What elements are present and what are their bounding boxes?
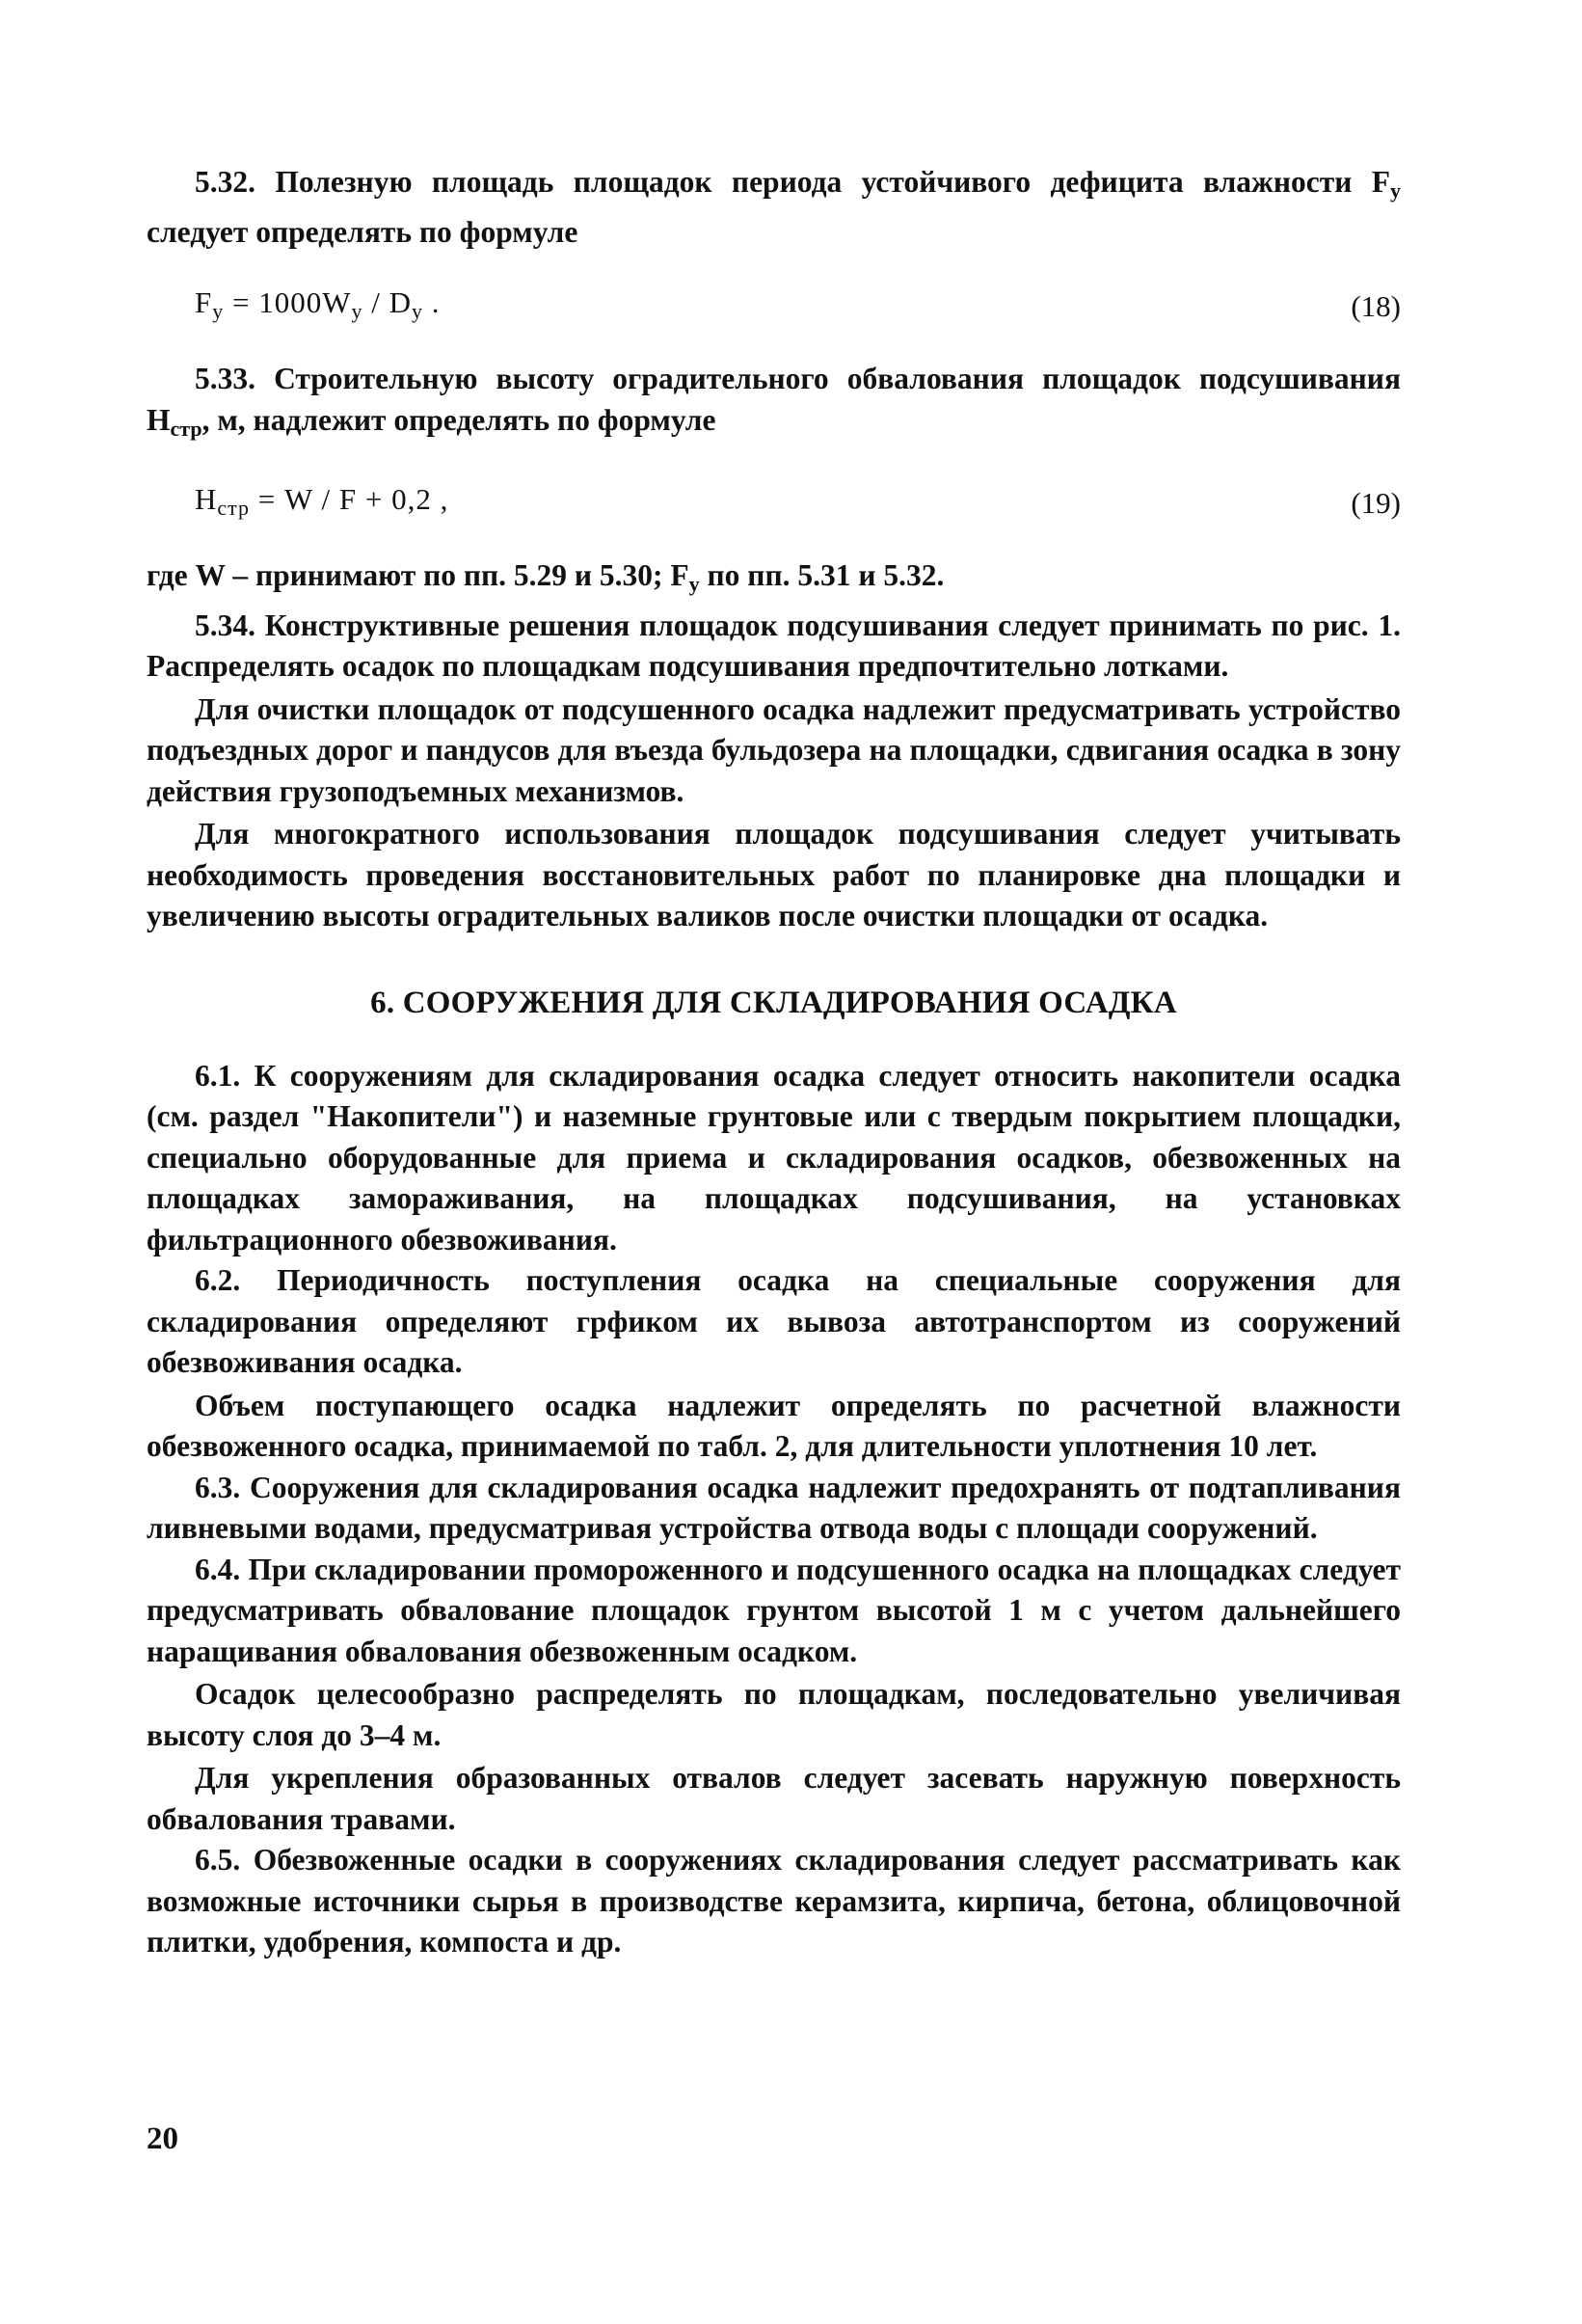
paragraph-6-3 bbox=[147, 1468, 1401, 1550]
paragraph-text: где W – принимают по пп. 5.29 и 5.30; F bbox=[147, 558, 689, 592]
paragraph-text: Обезвоженные осадки в сооружениях складирования следует рассматривать как возможные источники сырья в производстве керамзита, кирпича, бетона, облицовочной плитки, удобрения, компоста и др. bbox=[147, 1843, 1401, 1959]
subscript: y bbox=[412, 299, 423, 323]
clause-number: 5.34. bbox=[195, 608, 255, 642]
paragraph-text: При складировании промороженного и подсушенного осадка на площадках следует предусматривать обвалование площадок грунтом высотой 1 м с учетом дальнейшего наращивания обвалования обезвоженным осадком. bbox=[147, 1552, 1402, 1668]
equation-number: (18) bbox=[1351, 289, 1401, 323]
paragraph-5-32 bbox=[147, 162, 1401, 253]
subscript: y bbox=[688, 572, 700, 596]
paragraph-5-34-reuse: Для многократного использования площадок подсушивания следует учитывать необходимость проведения восстановительных работ по планировке дна площадки и увеличению высоты оградительных валиков после очистки площадки от осадка. bbox=[147, 817, 1401, 932]
paragraph-6-1 bbox=[147, 1056, 1401, 1261]
equation-number: (19) bbox=[1351, 486, 1401, 520]
paragraph-text: , м, надлежит определять по формуле bbox=[201, 402, 716, 437]
clause-number: 6.2. bbox=[195, 1263, 241, 1297]
subscript: стр bbox=[170, 416, 202, 441]
section-heading: 6. СООРУЖЕНИЯ ДЛЯ СКЛАДИРОВАНИЯ ОСАДКА bbox=[370, 985, 1177, 1020]
clause-number: 6.3. bbox=[195, 1470, 241, 1504]
paragraph-text: следует определять по формуле bbox=[147, 214, 578, 249]
paragraph-6-4-distribution: Осадок целесообразно распределять по площадкам, последовательно увеличивая высоту слоя до 3–4 м. bbox=[147, 1677, 1401, 1752]
formula-expression bbox=[195, 285, 441, 324]
paragraph-text: Конструктивные решения площадок подсушивания следует принимать по рис. 1. Распределять осадок по площадкам подсушивания предпочтительно лотками. bbox=[147, 608, 1401, 683]
paragraph-5-34 bbox=[147, 606, 1401, 688]
paragraph-6-4-grass: Для укрепления образованных отвалов следует засевать наружную поверхность обвалования травами. bbox=[147, 1761, 1401, 1836]
paragraph-6-5 bbox=[147, 1840, 1401, 1963]
formula-part: / D bbox=[362, 285, 412, 319]
subscript: стр bbox=[217, 496, 251, 520]
paragraph-6-4 bbox=[147, 1550, 1401, 1673]
paragraph-5-33 bbox=[147, 359, 1401, 449]
formula-expression bbox=[195, 482, 448, 521]
clause-number: 6.5. bbox=[195, 1843, 241, 1877]
formula-part: = 1000W bbox=[224, 285, 352, 319]
paragraph-text: Полезную площадь площадок периода устойчивого дефицита влажности bbox=[275, 165, 1353, 199]
clause-number: 6.1. bbox=[195, 1058, 241, 1093]
formula-18 bbox=[147, 276, 1401, 339]
paragraph-text: К сооружениям для складирования осадка следует относить накопители осадка (см. раздел "Накопители") и наземные грунтовые или с твердым покрытием площадки, специально оборудованные для приема и складирования осадков, обезвоженных на площадках замораживания, на площадках подсушивания, на установках фильтрационного обезвоживания. bbox=[147, 1058, 1402, 1257]
subscript: y bbox=[1390, 178, 1402, 203]
paragraph-6-2-volume: Объем поступающего осадка надлежит определять по расчетной влажности обезвоженного осадка, принимаемой по табл. 2, для длительности уплотнения 10 лет. bbox=[147, 1388, 1401, 1463]
subscript: y bbox=[212, 299, 225, 323]
paragraph-text: Периодичность поступления осадка на специальные сооружения для складирования определяют грфиком их вывоза автотранспортом из сооружений обезвоживания осадка. bbox=[147, 1263, 1401, 1379]
paragraph-text: Строительную высоту оградительного обвалования площадок подсушивания H bbox=[147, 362, 1401, 437]
clause-number: 6.4. bbox=[195, 1552, 241, 1586]
formula-19 bbox=[147, 473, 1401, 536]
subscript: y bbox=[351, 299, 363, 323]
formula-symbol: F bbox=[195, 285, 213, 319]
clause-number: 5.32. bbox=[195, 165, 255, 199]
clause-number: 5.33. bbox=[195, 362, 255, 395]
paragraph-6-2 bbox=[147, 1260, 1401, 1384]
formula-part: = W / F + 0,2 , bbox=[250, 482, 449, 516]
where-clause bbox=[147, 555, 1401, 606]
paragraph-text: по пп. 5.31 и 5.32. bbox=[699, 558, 945, 592]
paragraph-5-34-cleaning: Для очистки площадок от подсушенного осадка надлежит предусматривать устройство подъездных дорог и пандусов для въезда бульдозера на площадки, сдвигания осадка в зону действия грузоподъемных механизмов. bbox=[147, 691, 1401, 808]
symbol: F bbox=[1371, 165, 1391, 199]
formula-part: . bbox=[423, 285, 441, 319]
paragraph-text: Сооружения для складирования осадка надлежит предохранять от подтапливания ливневыми водами, предусматривая устройства отвода воды с площади сооружений. bbox=[147, 1470, 1401, 1545]
formula-symbol: H bbox=[195, 482, 218, 516]
page-number: 20 bbox=[147, 2121, 178, 2156]
